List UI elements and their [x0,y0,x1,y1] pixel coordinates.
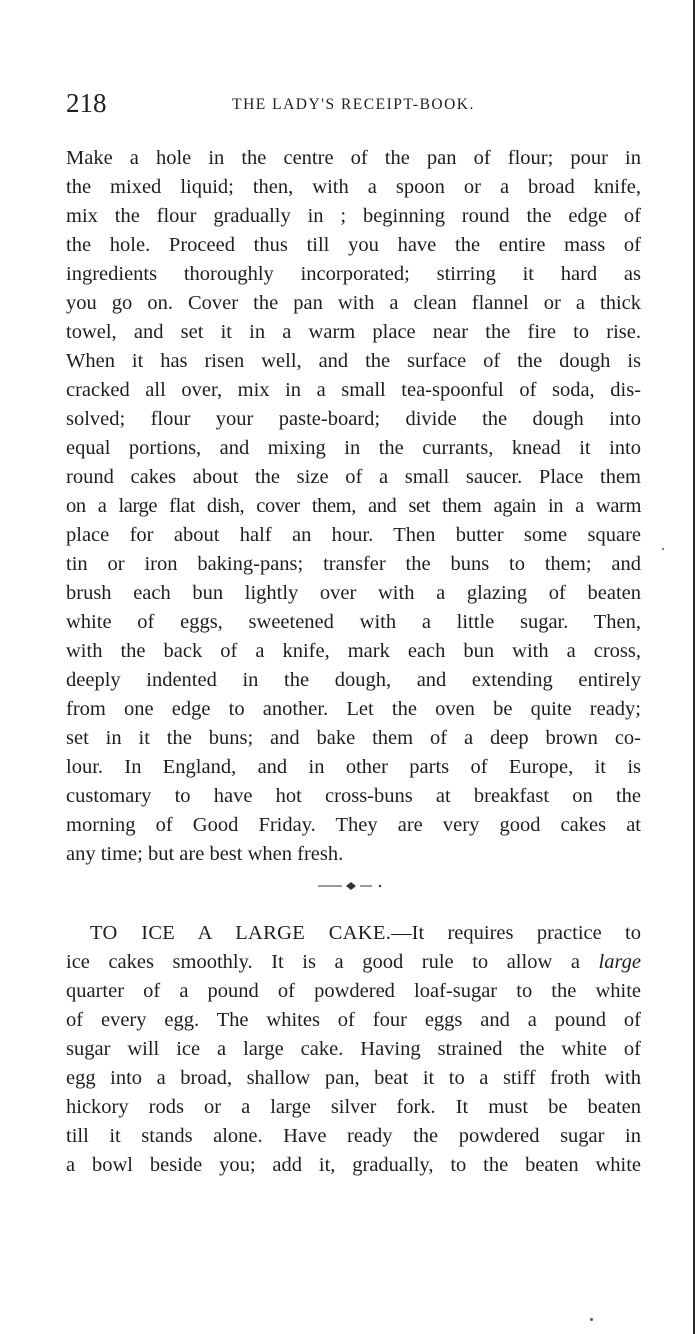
text-fragment: ice cakes smoothly. It is a good rule to allow a [66,951,580,973]
text-line: solved; flour your paste-board; divide the dough into [66,408,641,430]
recipe-heading: TO ICE A LARGE CAKE. [90,922,392,944]
running-title: THE LADY'S RECEIPT-BOOK. [232,96,475,113]
text-line: equal portions, and mixing in the currants, knead it into [66,437,641,459]
text-line: quarter of a pound of powdered loaf-sugar to the white [66,980,641,1002]
text-line: on a large flat dish, cover them, and set them again in a warm [66,495,641,517]
emphasis-word: large [598,951,642,973]
text-line: a bowl beside you; add it, gradually, to the beaten white [66,1154,641,1176]
text-line: you go on. Cover the pan with a clean flannel or a thick [66,292,641,314]
ornament-divider [318,876,388,896]
text-line: hickory rods or a large silver fork. It must be beaten [66,1096,641,1118]
text-line: from one edge to another. Let the oven be quite ready; [66,698,641,720]
text-line: till it stands alone. Have ready the powdered sugar in [66,1125,641,1147]
text-line: Make a hole in the centre of the pan of flour; pour in [66,147,641,169]
recipe-first-line [90,918,641,948]
scan-speck [590,1318,593,1321]
text-line: sugar will ice a large cake. Having strained the white of [66,1038,641,1060]
text-line: round cakes about the size of a small saucer. Place them [66,466,641,488]
text-fragment: —It requires practice to [391,922,641,944]
text-line: mix the flour gradually in ; beginning round the edge of [66,205,641,227]
text-line: place for about half an hour. Then butter some square [66,524,641,546]
text-line: When it has risen well, and the surface of the dough is [66,350,641,372]
text-line: brush each bun lightly over with a glazing of beaten [66,582,641,604]
text-line [66,947,641,977]
text-line: with the back of a knife, mark each bun with a cross, [66,640,641,662]
text-line: towel, and set it in a warm place near the fire to rise. [66,321,641,343]
text-line: ingredients thoroughly incorporated; stirring it hard as [66,263,641,285]
text-line: the hole. Proceed thus till you have the entire mass of [66,234,641,256]
page-header [66,88,641,128]
text-line: lour. In England, and in other parts of Europe, it is [66,756,641,778]
text-line: set in it the buns; and bake them of a deep brown co- [66,727,641,749]
page-edge-line [693,0,695,1334]
text-line: deeply indented in the dough, and extending entirely [66,669,641,691]
text-line: the mixed liquid; then, with a spoon or a broad knife, [66,176,641,198]
text-line: morning of Good Friday. They are very good cakes at [66,814,641,836]
scan-speck [662,548,664,550]
text-line: cracked all over, mix in a small tea-spoonful of soda, dis- [66,379,641,401]
text-line: of every egg. The whites of four eggs and a pound of [66,1009,641,1031]
page-number: 218 [66,88,107,118]
text-line: egg into a broad, shallow pan, beat it to a stiff froth with [66,1067,641,1089]
text-line: any time; but are best when fresh. [66,843,344,865]
text-line: customary to have hot cross-buns at breakfast on the [66,785,641,807]
text-line: tin or iron baking-pans; transfer the buns to them; and [66,553,641,575]
text-line: white of eggs, sweetened with a little sugar. Then, [66,611,641,633]
